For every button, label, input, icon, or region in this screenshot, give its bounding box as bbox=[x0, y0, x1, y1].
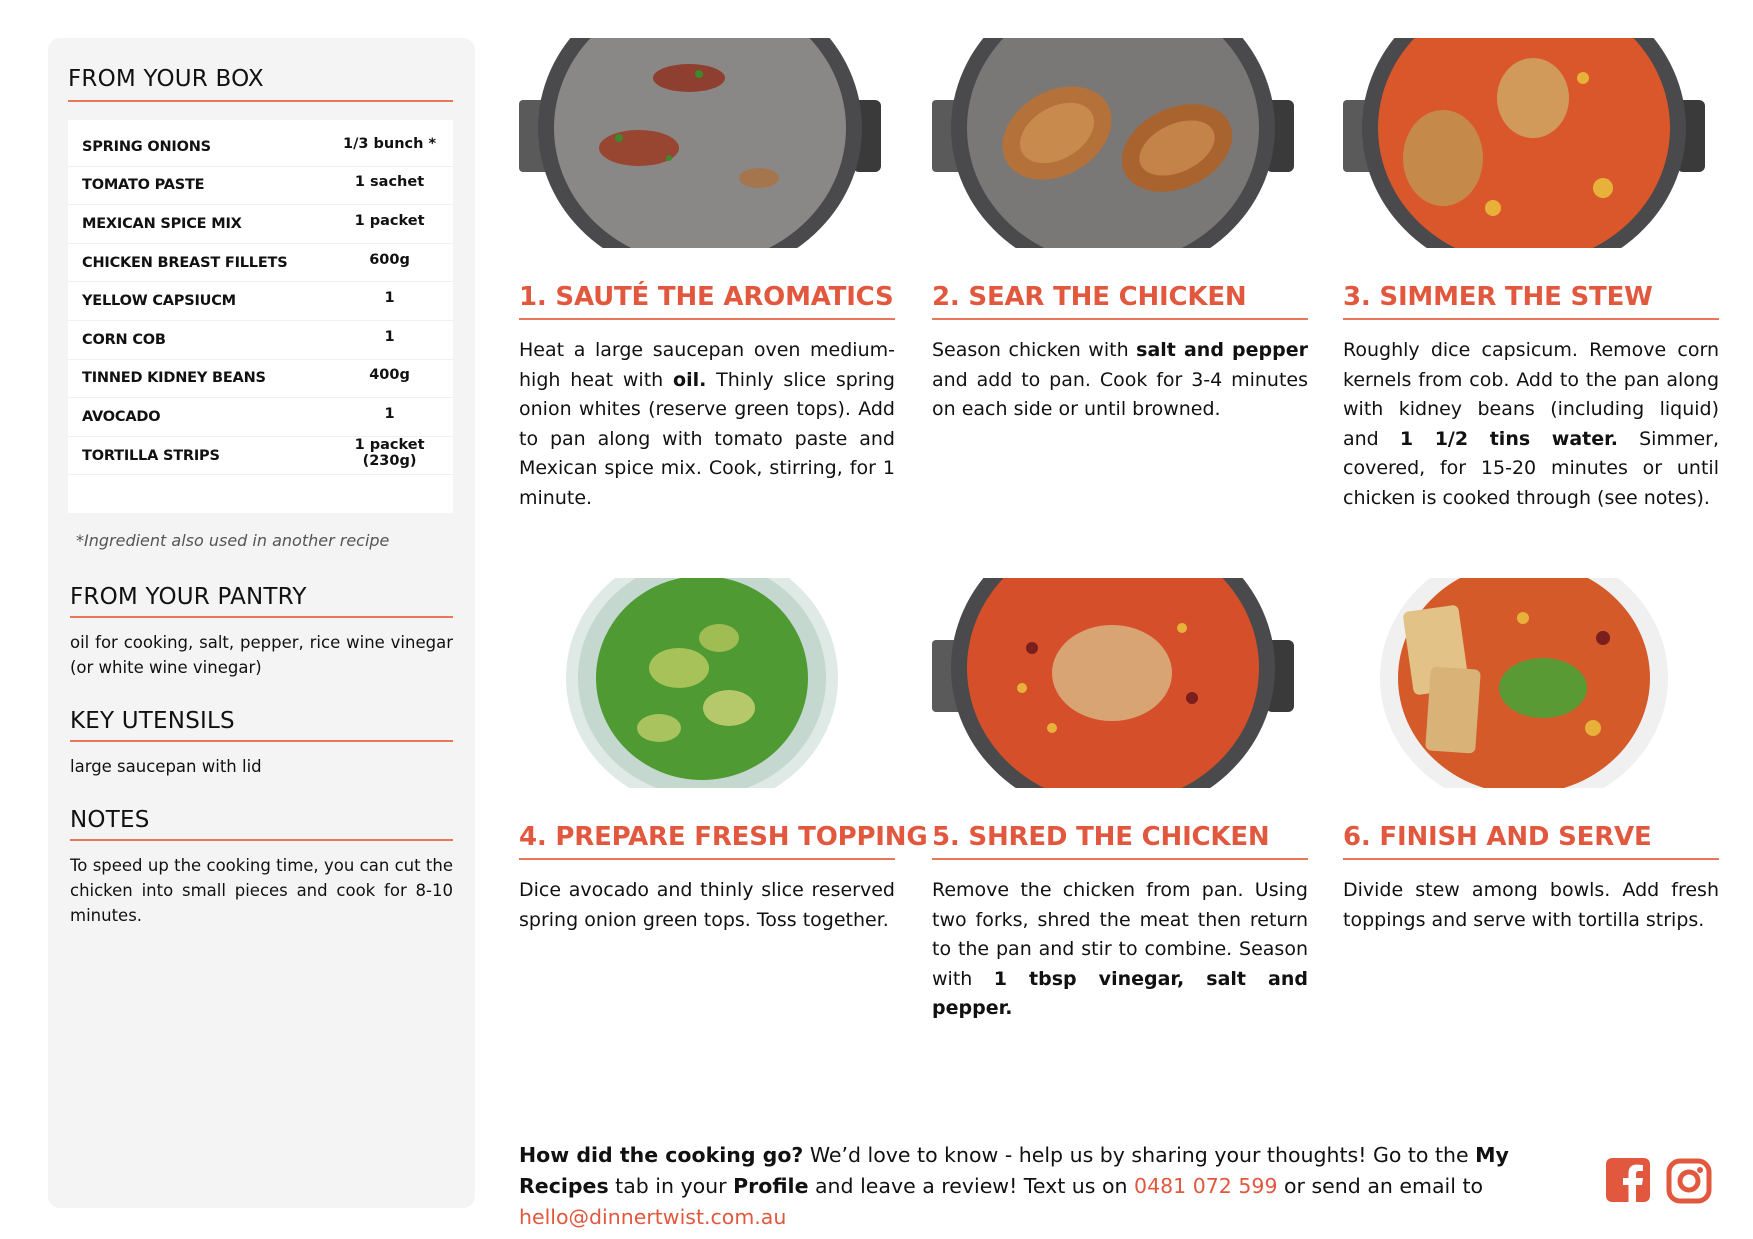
ingredient-name: TORTILLA STRIPS bbox=[82, 447, 220, 464]
step-3-photo bbox=[1343, 38, 1705, 248]
sidebar bbox=[48, 38, 475, 1208]
utensils-text: large saucepan with lid bbox=[70, 757, 262, 777]
pantry-section bbox=[68, 584, 453, 680]
ingredient-name: YELLOW CAPSIUCM bbox=[82, 293, 236, 310]
ingredient-name: MEXICAN SPICE MIX bbox=[82, 215, 242, 232]
step-5-title: 5. SHRED THE CHICKEN bbox=[932, 822, 1308, 860]
ingredient-qty: 400g bbox=[369, 367, 410, 384]
notes-section bbox=[68, 807, 453, 928]
ingredient-name: TOMATO PASTE bbox=[82, 177, 205, 194]
ingredient-qty: 1 packet (230g) bbox=[354, 436, 425, 469]
step-6-text: Divide stew among bowls. Add fresh toppings and serve with tortilla strips. bbox=[1343, 879, 1719, 931]
notes-text: To speed up the cooking time, you can cut the chicken into small pieces and cook for 8-10 minutes. bbox=[70, 856, 453, 926]
ingredient-name: TINNED KIDNEY BEANS bbox=[82, 370, 266, 387]
ingredient-row bbox=[68, 282, 453, 321]
ingredient-name: CHICKEN BREAST FILLETS bbox=[82, 254, 288, 271]
ingredient-qty: 1 packet bbox=[354, 212, 425, 229]
step-1 bbox=[519, 38, 895, 513]
ingredient-qty: 1 bbox=[384, 290, 395, 307]
utensils-section bbox=[68, 708, 453, 779]
phone-link[interactable]: 0481 072 599 bbox=[1134, 1174, 1278, 1198]
utensils-heading: KEY UTENSILS bbox=[70, 708, 453, 742]
ingredient-row bbox=[68, 244, 453, 283]
ingredient-qty: 1/3 bunch * bbox=[342, 135, 437, 152]
step-3 bbox=[1343, 38, 1719, 513]
social-links bbox=[1606, 1158, 1712, 1204]
ingredient-name: AVOCADO bbox=[82, 408, 161, 425]
ingredient-row bbox=[68, 398, 453, 437]
ingredient-note: *Ingredient also used in another recipe bbox=[76, 531, 390, 551]
ingredient-name: SPRING ONIONS bbox=[82, 138, 211, 155]
step-5-photo bbox=[932, 578, 1294, 788]
step-6-title: 6. FINISH AND SERVE bbox=[1343, 822, 1719, 860]
step-5 bbox=[932, 578, 1308, 1024]
step-1-text: Heat a large saucepan oven medium-high heat with oil. Thinly slice spring onion whites (reserve green tops). Add to pan along with tomato paste and Mexican spice mix. Cook, stirring, for 1 minute. bbox=[519, 339, 895, 509]
step-4-title: 4. PREPARE FRESH TOPPING bbox=[519, 822, 895, 860]
ingredient-row bbox=[68, 128, 453, 167]
feedback-message: How did the cooking go? We’d love to know - help us by sharing your thoughts! Go to the My Recipes tab in your Profile and leave a review! Text us on 0481 072 599 or send an email to hello@dinnertwist.com.au bbox=[519, 1143, 1509, 1229]
ingredient-qty: 1 bbox=[384, 328, 395, 345]
step-3-text: Roughly dice capsicum. Remove corn kernels from cob. Add to the pan along with kidney beans (including liquid) and 1 1/2 tins water. Simmer, covered, for 15-20 minutes or until chicken is cooked through (see notes). bbox=[1343, 339, 1719, 509]
step-1-title: 1. SAUTÉ THE AROMATICS bbox=[519, 282, 895, 320]
facebook-icon[interactable] bbox=[1606, 1158, 1650, 1202]
step-6 bbox=[1343, 578, 1719, 935]
step-1-photo bbox=[519, 38, 881, 248]
ingredient-row bbox=[68, 205, 453, 244]
box-heading: FROM YOUR BOX bbox=[68, 66, 453, 102]
ingredient-qty: 600g bbox=[369, 251, 410, 268]
step-3-title: 3. SIMMER THE STEW bbox=[1343, 282, 1719, 320]
ingredient-table bbox=[68, 120, 453, 513]
pantry-heading: FROM YOUR PANTRY bbox=[70, 584, 453, 618]
ingredient-qty: 1 sachet bbox=[354, 174, 425, 191]
step-4-text: Dice avocado and thinly slice reserved spring onion green tops. Toss together. bbox=[519, 879, 895, 931]
ingredient-row bbox=[68, 360, 453, 399]
step-4 bbox=[519, 578, 928, 935]
step-4-photo bbox=[519, 578, 881, 788]
step-6-photo bbox=[1343, 578, 1705, 788]
notes-heading: NOTES bbox=[70, 807, 453, 841]
step-2-text: Season chicken with salt and pepper and add to pan. Cook for 3-4 minutes on each side or until browned. bbox=[932, 339, 1308, 420]
step-5-text: Remove the chicken from pan. Using two forks, shred the meat then return to the pan and stir to combine. Season with 1 tbsp vinegar, salt and pepper. bbox=[932, 879, 1308, 1019]
step-2 bbox=[932, 38, 1308, 425]
ingredient-row bbox=[68, 167, 453, 206]
ingredient-row bbox=[68, 321, 453, 360]
ingredient-qty: 1 bbox=[384, 405, 395, 422]
ingredient-name: CORN COB bbox=[82, 331, 166, 348]
step-2-photo bbox=[932, 38, 1294, 248]
email-link[interactable]: hello@dinnertwist.com.au bbox=[519, 1205, 787, 1229]
pantry-text: oil for cooking, salt, pepper, rice wine vinegar (or white wine vinegar) bbox=[70, 633, 453, 678]
step-2-title: 2. SEAR THE CHICKEN bbox=[932, 282, 1308, 320]
instagram-icon[interactable] bbox=[1666, 1158, 1712, 1204]
ingredient-row bbox=[68, 437, 453, 476]
